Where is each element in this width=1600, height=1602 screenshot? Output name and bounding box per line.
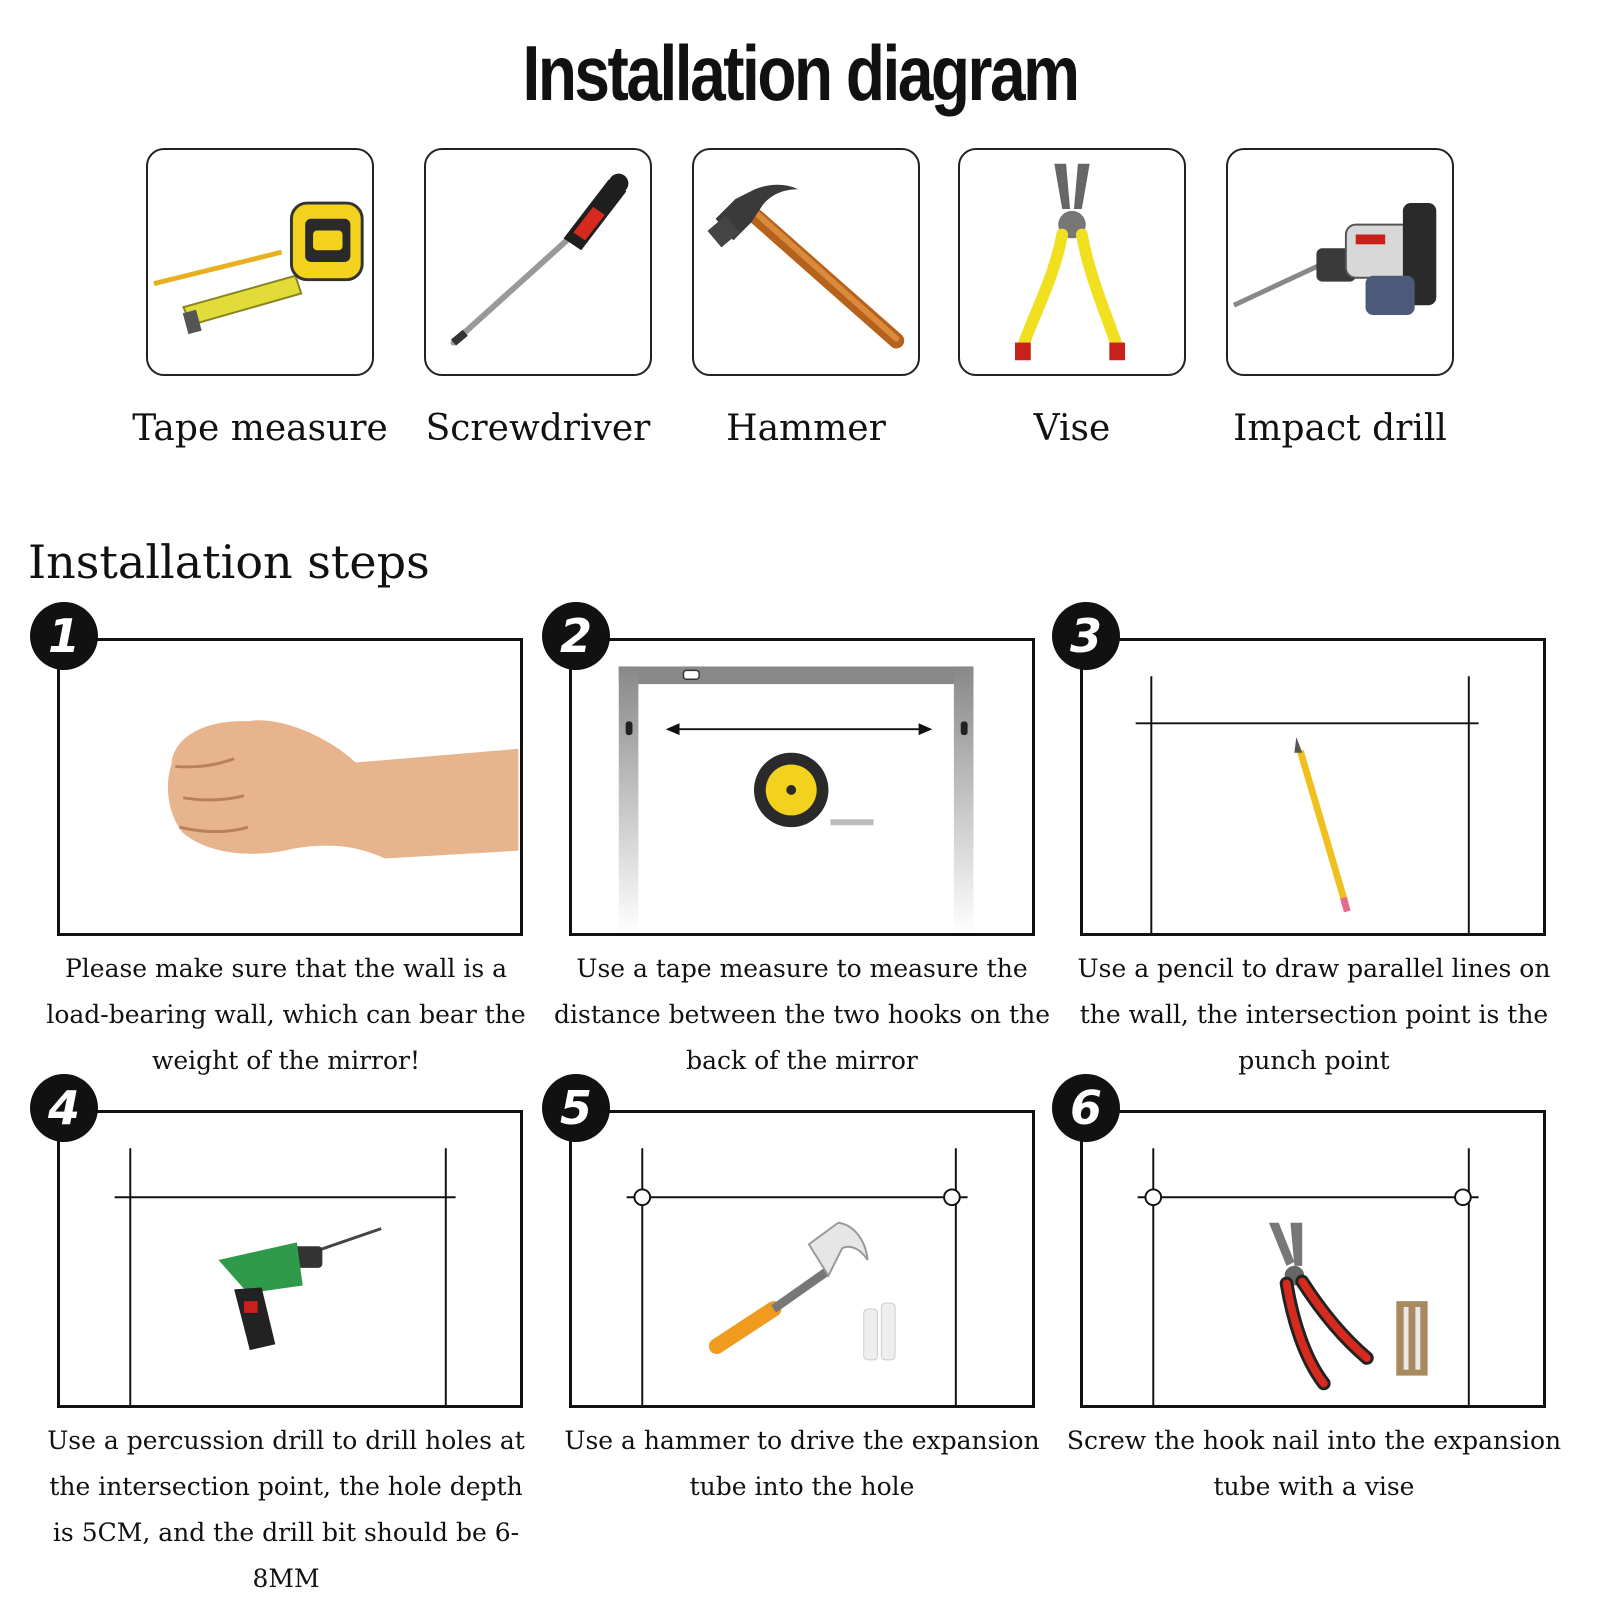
steps-heading: Installation steps [28,535,430,589]
step-1-panel [57,638,523,936]
step-6-caption: Screw the hook nail into the expansion tube with a vise [1066,1426,1562,1501]
hammer-diagram [572,1113,1032,1405]
step-number-badge: 6 [1052,1074,1120,1142]
step-5-caption: Use a hammer to drive the expansion tube into the hole [564,1426,1040,1501]
pliers-diagram [1083,1113,1543,1405]
page-title: Installation diagram [522,29,1078,117]
expansion-tube-icon [864,1303,895,1360]
step-number-badge: 2 [542,602,610,670]
step-3-caption: Use a pencil to draw parallel lines on the wall, the intersection point is the punch point [1077,954,1551,1075]
step-3-panel [1080,638,1546,936]
tape-measure-icon [754,753,874,827]
tool-label-vise: Vise [1033,408,1111,449]
step-2-panel [569,638,1035,936]
step-4-caption: Use a percussion drill to drill holes at the intersection point, the hole depth is 5CM, and the drill bit should be 6-8MM [47,1426,525,1593]
tool-card-impact-drill [1226,148,1454,376]
step-2-caption: Use a tape measure to measure the distance between the two hooks on the back of the mirror [553,954,1050,1075]
hook-nail-icon [1396,1301,1427,1375]
step-6-panel [1080,1110,1546,1408]
fist-icon [60,641,520,933]
pliers-icon [960,150,1184,374]
screwdriver-icon [426,150,650,374]
parallel-lines-diagram [1083,641,1543,933]
tape-measure-icon [148,150,372,374]
hammer-icon [694,150,918,374]
tool-label-tape-measure: Tape measure [132,408,388,449]
pencil-icon [1294,737,1347,911]
hammer-icon [717,1223,868,1346]
step-5-panel [569,1110,1035,1408]
pliers-icon [1269,1223,1367,1384]
step-number-badge: 1 [30,602,98,670]
mirror-frame-diagram [572,641,1032,933]
tool-label-hammer: Hammer [726,408,886,449]
drill-icon [218,1229,381,1351]
tool-label-impact-drill: Impact drill [1233,408,1447,449]
drill-diagram [60,1113,520,1405]
tool-card-tape-measure [146,148,374,376]
tool-card-vise [958,148,1186,376]
impact-drill-icon [1228,150,1452,374]
tool-card-hammer [692,148,920,376]
step-number-badge: 5 [542,1074,610,1142]
step-4-panel [57,1110,523,1408]
step-1-caption: Please make sure that the wall is a load-bearing wall, which can bear the weight of the mirror! [46,954,526,1075]
tool-label-screwdriver: Screwdriver [425,408,651,449]
tool-card-screwdriver [424,148,652,376]
step-number-badge: 4 [30,1074,98,1142]
step-number-badge: 3 [1052,602,1120,670]
